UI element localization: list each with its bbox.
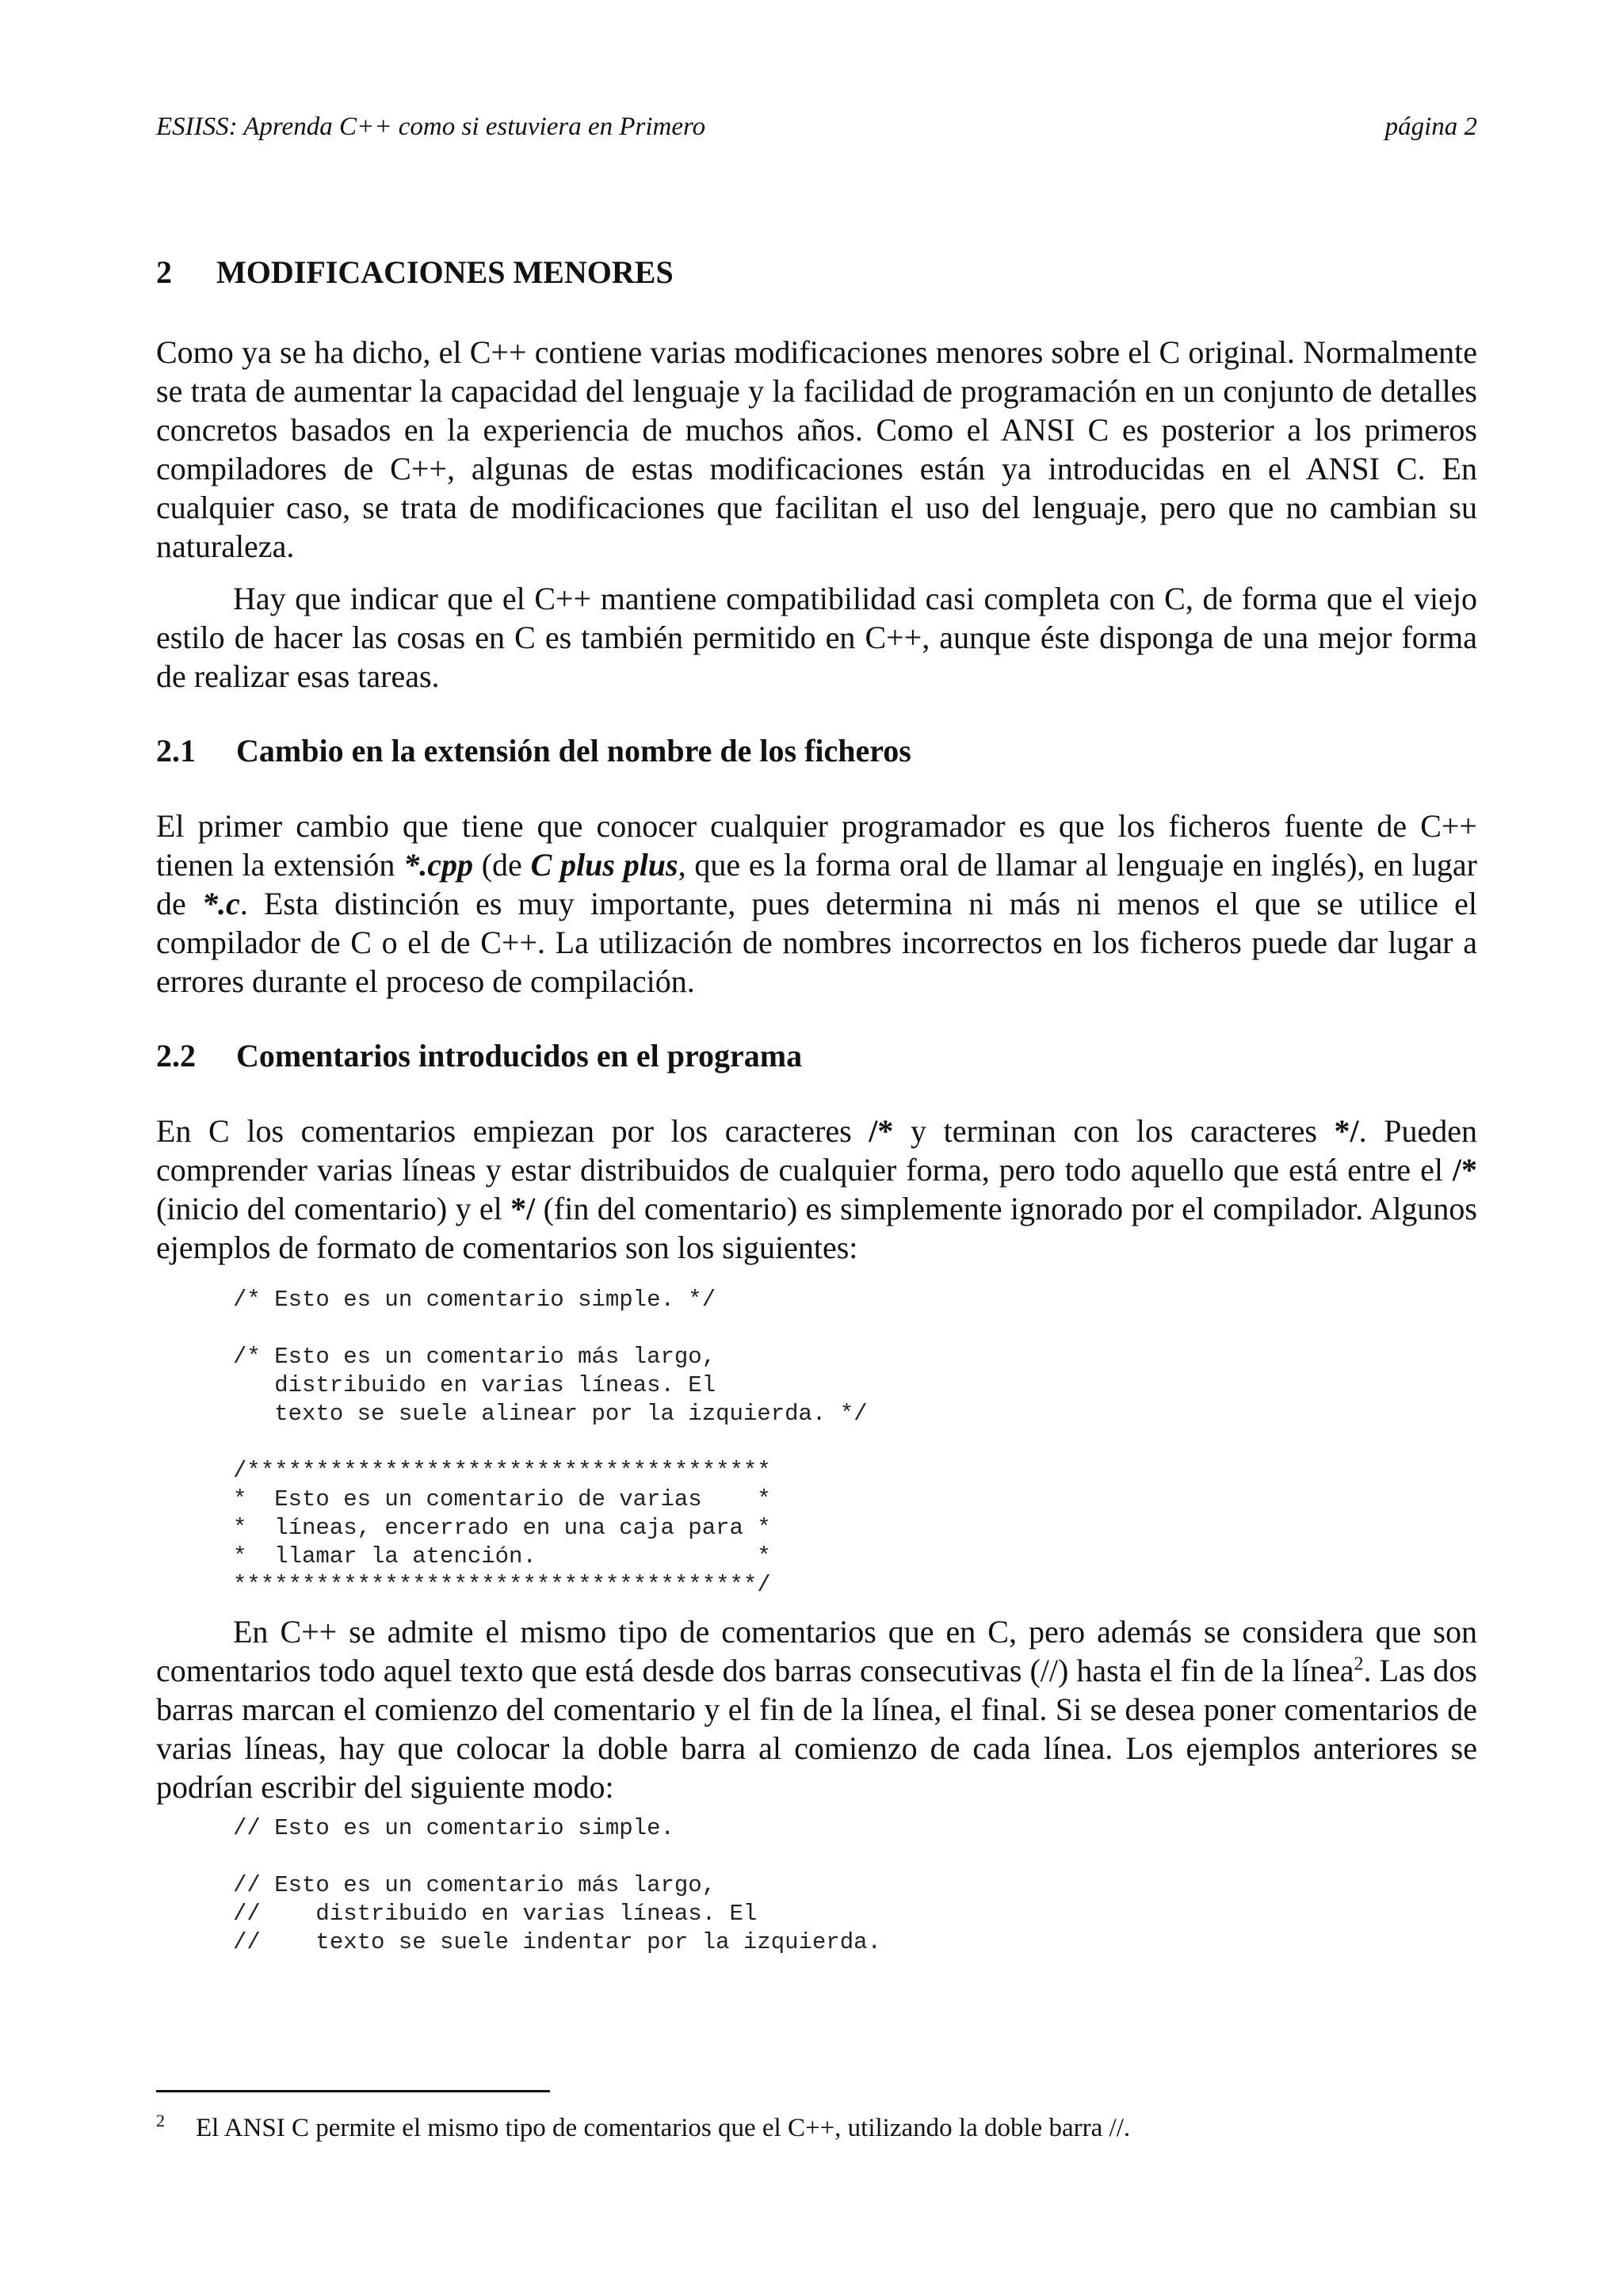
comment-open: /* [869, 1113, 894, 1149]
extension-paragraph [156, 807, 1477, 1001]
page-number: página 2 [1384, 113, 1477, 141]
subsection-heading-2-2 [156, 1035, 1477, 1077]
text-run: (inicio del comentario) y el [156, 1191, 511, 1226]
intro-paragraph-2: Hay que indicar que el C++ mantiene compatibilidad casi completa con C, de forma que el viejo estilo de hacer las cosas en C es también permitido en C++, aunque éste disponga de una mejor forma de realizar esas tareas. [156, 581, 1477, 694]
comments-paragraph-1 [156, 1112, 1477, 1267]
ext-cpp: *.cpp [403, 847, 473, 883]
c-plus-plus: C plus plus [530, 847, 678, 883]
footnote-text: El ANSI C permite el mismo tipo de comentarios que el C++, utilizando la doble barra //. [196, 2114, 1131, 2142]
footnote-divider [156, 2090, 550, 2092]
footnote-ref[interactable]: 2 [1354, 1653, 1364, 1675]
main-content [156, 238, 1477, 1957]
text-run: En C++ se admite el mismo tipo de comentarios que en C, pero además se considera que son comentarios todo aquel texto que está desde dos barras consecutivas (//) hasta el fin de la línea [156, 1614, 1477, 1688]
text-run: y terminan con los caracteres [893, 1113, 1335, 1149]
subsection-number: 2.2 [156, 1038, 196, 1074]
code-example-2: /* Esto es un comentario más largo, distribuido en varias líneas. El texto se suele alinear por la izquierda. */ [233, 1344, 868, 1427]
text-run: El primer cambio que tiene que conocer cualquier programador es que los ficheros fuente de C++ tienen la extensión [156, 808, 1477, 883]
header-title: ESIISS: Aprenda C++ como si estuviera en Primero [156, 113, 706, 141]
comment-close: */ [510, 1191, 536, 1226]
intro-paragraph-1: Como ya se ha dicho, el C++ contiene varias modificaciones menores sobre el C original. Normalmente se trata de aumentar la capacidad del lenguaje y la facilidad de programación en un conjunto de detalles concretos basados en la experiencia de muchos años. Como el ANSI C es posterior a los primeros compiladores de C++, algunas de estas modificaciones están ya introducidas en el ANSI C. En cualquier caso, se trata de modificaciones que facilitan el uso del lenguaje, pero que no cambian su naturaleza. [156, 334, 1477, 564]
text-run: . Pueden comprender varias líneas y estar distribuidos de cualquier forma, pero todo aquello que está entre el [156, 1113, 1477, 1188]
text-run: (fin del comentario) es simplemente ignorado por el compilador. Algunos ejemplos de formato de comentarios son los siguientes: [156, 1191, 1477, 1265]
code-example-5: // Esto es un comentario más largo, // distribuido en varias líneas. El // texto se suele indentar por la izquierda. [233, 1872, 881, 1955]
footnote-mark: 2 [156, 2111, 165, 2130]
text-run: (de [472, 847, 531, 883]
text-run: . Esta distinción es muy importante, pues determina ni más ni menos el que se utilice el compilador de C o el de C++. La utilización de nombres incorrectos en los ficheros puede dar lugar a errores durante el proceso de compilación. [156, 886, 1477, 999]
text-run: , que es la forma oral de llamar al lenguaje en inglés), en lugar de [156, 847, 1478, 921]
comment-close: */ [1334, 1113, 1359, 1149]
section-title: MODIFICACIONES MENORES [216, 254, 674, 290]
text-run: . Las dos barras marcan el comienzo del comentario y el fin de la línea, el final. Si se desea poner comentarios de varias líneas, hay que colocar la doble barra al comienzo de cada línea. Los ejemplos anteriores se podrían escribir del siguiente modo: [156, 1653, 1477, 1805]
subsection-title: Cambio en la extensión del nombre de los ficheros [236, 733, 911, 769]
code-example-3: /************************************** * Esto es un comentario de varias * * líneas, encerrado en una caja para * * llamar la atención. * **************************************/ [233, 1458, 771, 1598]
code-example-4: // Esto es un comentario simple. [233, 1815, 674, 1841]
text-run: En C los comentarios empiezan por los caracteres [156, 1113, 869, 1149]
footnote [156, 2111, 1131, 2143]
comment-open: /* [1452, 1152, 1477, 1188]
comments-paragraph-2 [156, 1612, 1477, 1806]
running-header [156, 113, 1477, 142]
code-example-1: /* Esto es un comentario simple. */ [233, 1287, 716, 1313]
subsection-title: Comentarios introducidos en el programa [236, 1038, 803, 1074]
subsection-heading-2-1 [156, 730, 1477, 772]
section-number: 2 [156, 254, 172, 290]
subsection-number: 2.1 [156, 733, 196, 769]
ext-c: *.c [202, 886, 240, 921]
section-heading [156, 252, 1477, 293]
